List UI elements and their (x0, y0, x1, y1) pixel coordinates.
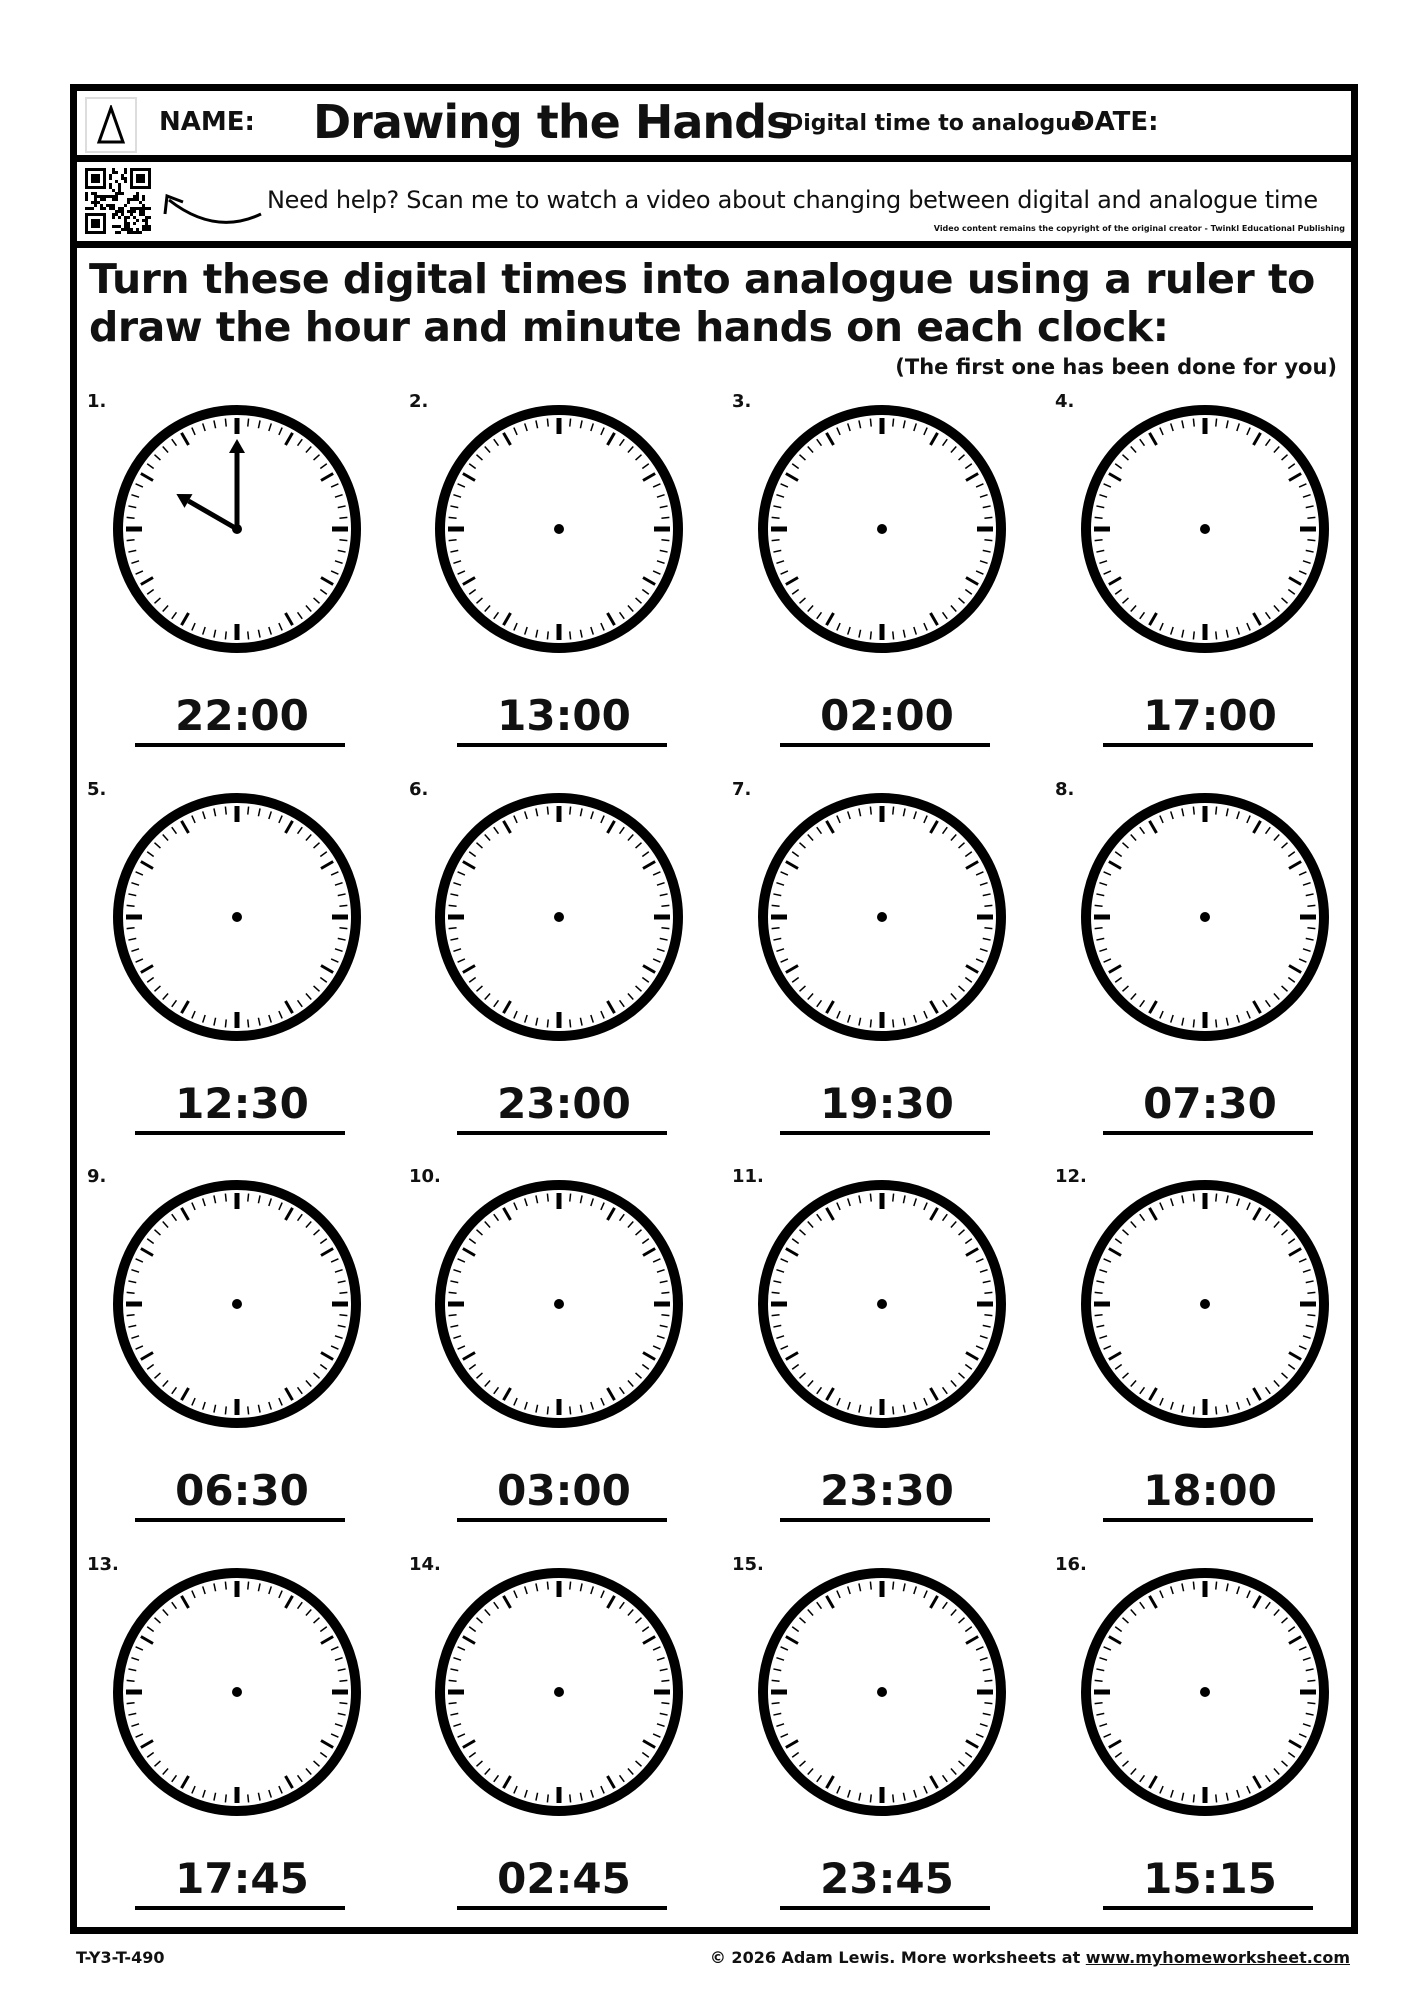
tick-mark (225, 631, 226, 639)
tick-mark (1193, 419, 1194, 427)
tick-mark (547, 1406, 548, 1414)
clock-face[interactable] (752, 1174, 1012, 1434)
tick-mark (1193, 1794, 1194, 1802)
tick-mark (870, 807, 871, 815)
tick-mark (570, 631, 571, 639)
tick-mark (661, 1315, 669, 1316)
tick-mark (225, 1019, 226, 1027)
clock-item (1055, 1554, 1355, 1934)
tick-mark (984, 1315, 992, 1316)
tick-mark (772, 905, 780, 906)
tick-mark (984, 517, 992, 518)
tick-mark (1095, 905, 1103, 906)
center-dot (1200, 524, 1210, 534)
digital-time: 18:00 (1143, 1466, 1277, 1515)
instructions: Turn these digital times into analogue using a ruler to draw the hour and minute hands on each clock: (89, 255, 1315, 351)
clock-number: 5. (87, 779, 107, 800)
worksheet-frame (70, 84, 1358, 1934)
tick-mark (1095, 928, 1103, 929)
clock-face[interactable] (429, 787, 689, 1047)
tick-mark (449, 1680, 457, 1681)
center-dot (232, 912, 242, 922)
tick-mark (225, 1582, 226, 1590)
tick-mark (339, 1315, 347, 1316)
clock-face[interactable] (429, 1562, 689, 1822)
tick-mark (339, 540, 347, 541)
answer-underline (135, 1131, 345, 1135)
clock-item (732, 1554, 1032, 1934)
answer-underline (457, 1131, 667, 1135)
tick-mark (547, 807, 548, 815)
tick-mark (248, 1582, 249, 1590)
footer-credit (710, 1948, 1350, 1967)
answer-underline (457, 743, 667, 747)
tick-mark (449, 905, 457, 906)
clock-item (732, 391, 1032, 771)
tick-mark (772, 1680, 780, 1681)
tick-mark (449, 517, 457, 518)
tick-mark (1193, 631, 1194, 639)
clock-number: 12. (1055, 1166, 1087, 1187)
tick-mark (1095, 517, 1103, 518)
center-dot (1200, 1687, 1210, 1697)
answer-underline (1103, 1906, 1313, 1910)
clock-face[interactable] (107, 787, 367, 1047)
tick-mark (547, 1019, 548, 1027)
page-subtitle: Digital time to analogue (785, 111, 1086, 136)
answer-underline (135, 743, 345, 747)
header-row (77, 91, 1351, 162)
digital-time: 23:30 (820, 1466, 954, 1515)
page-title: Drawing the Hands (313, 95, 793, 149)
digital-time: 23:00 (497, 1079, 631, 1128)
tick-mark (1216, 1019, 1217, 1027)
worksheet-code: T-Y3-T-490 (76, 1948, 165, 1967)
clock-item (732, 1166, 1032, 1546)
clock-number: 4. (1055, 391, 1075, 412)
tick-mark (661, 1292, 669, 1293)
answer-underline (135, 1906, 345, 1910)
tick-mark (870, 1406, 871, 1414)
tick-mark (127, 928, 135, 929)
tick-mark (893, 1406, 894, 1414)
digital-time: 12:30 (175, 1079, 309, 1128)
tick-mark (1193, 1406, 1194, 1414)
tick-mark (1193, 1194, 1194, 1202)
clock-item (1055, 1166, 1355, 1546)
center-dot (877, 524, 887, 534)
clock-item (87, 391, 387, 771)
help-row (77, 162, 1351, 248)
tick-mark (870, 1794, 871, 1802)
tick-mark (248, 1406, 249, 1414)
website-link[interactable]: www.myhomeworksheet.com (1085, 1948, 1350, 1967)
center-dot (232, 1687, 242, 1697)
tick-mark (1307, 928, 1315, 929)
tick-mark (127, 517, 135, 518)
answer-underline (457, 1518, 667, 1522)
tick-mark (570, 419, 571, 427)
center-dot (232, 1299, 242, 1309)
clock-number: 6. (409, 779, 429, 800)
tick-mark (1095, 1315, 1103, 1316)
tick-mark (984, 928, 992, 929)
tick-mark (1216, 1194, 1217, 1202)
clock-number: 3. (732, 391, 752, 412)
tick-mark (127, 1315, 135, 1316)
tick-mark (127, 540, 135, 541)
digital-time: 13:00 (497, 691, 631, 740)
tick-mark (1193, 807, 1194, 815)
tick-mark (449, 928, 457, 929)
clock-face[interactable] (429, 399, 689, 659)
tick-mark (1216, 807, 1217, 815)
clock-number: 11. (732, 1166, 764, 1187)
clock-number: 15. (732, 1554, 764, 1575)
answer-underline (457, 1906, 667, 1910)
tick-mark (1193, 1019, 1194, 1027)
name-label: NAME: (159, 107, 255, 137)
tick-mark (339, 1292, 347, 1293)
center-dot (877, 1687, 887, 1697)
tick-mark (870, 631, 871, 639)
tick-mark (1095, 1292, 1103, 1293)
tick-mark (661, 517, 669, 518)
answer-underline (780, 1518, 990, 1522)
clock-face[interactable] (1075, 1562, 1335, 1822)
center-dot (554, 1687, 564, 1697)
digital-time: 15:15 (1143, 1854, 1277, 1903)
tick-mark (661, 540, 669, 541)
tick-mark (339, 1680, 347, 1681)
clock-face[interactable] (429, 1174, 689, 1434)
tick-mark (248, 1019, 249, 1027)
clock-face[interactable] (1075, 399, 1335, 659)
tick-mark (248, 807, 249, 815)
digital-time: 06:30 (175, 1466, 309, 1515)
instructions-note: (The first one has been done for you) (895, 355, 1337, 379)
digital-time: 03:00 (497, 1466, 631, 1515)
tick-mark (449, 540, 457, 541)
tick-mark (1216, 1582, 1217, 1590)
tick-mark (772, 1703, 780, 1704)
tick-mark (248, 1194, 249, 1202)
clock-item (1055, 779, 1355, 1159)
center-dot (554, 1299, 564, 1309)
logo-icon (85, 97, 137, 153)
tick-mark (127, 905, 135, 906)
digital-time: 02:45 (497, 1854, 631, 1903)
answer-underline (1103, 743, 1313, 747)
digital-time: 02:00 (820, 691, 954, 740)
tick-mark (772, 1315, 780, 1316)
tick-mark (1216, 419, 1217, 427)
tick-mark (870, 419, 871, 427)
clock-face[interactable] (752, 1562, 1012, 1822)
copyright-note: Video content remains the copyright of the original creator - Twinkl Educational Publishing (933, 224, 1345, 233)
digital-time: 07:30 (1143, 1079, 1277, 1128)
tick-mark (984, 1680, 992, 1681)
date-label: DATE: (1073, 107, 1159, 137)
clock-item (732, 779, 1032, 1159)
tick-mark (1216, 631, 1217, 639)
clock-item (1055, 391, 1355, 771)
tick-mark (1307, 517, 1315, 518)
clock-number: 13. (87, 1554, 119, 1575)
tick-mark (772, 928, 780, 929)
tick-mark (984, 1703, 992, 1704)
center-dot (1200, 912, 1210, 922)
tick-mark (1307, 1315, 1315, 1316)
digital-time: 17:45 (175, 1854, 309, 1903)
tick-mark (339, 517, 347, 518)
tick-mark (547, 1582, 548, 1590)
tick-mark (893, 807, 894, 815)
clock-number: 9. (87, 1166, 107, 1187)
answer-underline (1103, 1518, 1313, 1522)
tick-mark (1193, 1582, 1194, 1590)
tick-mark (1095, 1703, 1103, 1704)
tick-mark (984, 540, 992, 541)
digital-time: 19:30 (820, 1079, 954, 1128)
credit-text: © 2026 Adam Lewis. More worksheets at (709, 1948, 1086, 1967)
clock-item (409, 1166, 709, 1546)
tick-mark (248, 419, 249, 427)
tick-mark (570, 1019, 571, 1027)
tick-mark (1216, 1794, 1217, 1802)
tick-mark (570, 1406, 571, 1414)
center-dot (232, 524, 242, 534)
tick-mark (1307, 1680, 1315, 1681)
tick-mark (570, 1794, 571, 1802)
tick-mark (449, 1292, 457, 1293)
clock-number: 8. (1055, 779, 1075, 800)
clock-item (409, 779, 709, 1159)
tick-mark (547, 631, 548, 639)
tick-mark (1307, 540, 1315, 541)
tick-mark (661, 928, 669, 929)
tick-mark (248, 1794, 249, 1802)
tick-mark (661, 905, 669, 906)
tick-mark (984, 1292, 992, 1293)
center-dot (554, 524, 564, 534)
tick-mark (570, 1194, 571, 1202)
answer-underline (1103, 1131, 1313, 1135)
clock-item (409, 391, 709, 771)
tick-mark (772, 1292, 780, 1293)
tick-mark (339, 1703, 347, 1704)
tick-mark (893, 1194, 894, 1202)
tick-mark (547, 1194, 548, 1202)
tick-mark (772, 517, 780, 518)
tick-mark (339, 928, 347, 929)
clock-face[interactable] (107, 1562, 367, 1822)
clock-number: 2. (409, 391, 429, 412)
tick-mark (449, 1315, 457, 1316)
tick-mark (893, 1019, 894, 1027)
clock-item (409, 1554, 709, 1934)
answer-underline (780, 1131, 990, 1135)
tick-mark (127, 1703, 135, 1704)
tick-mark (1216, 1406, 1217, 1414)
answer-underline (780, 743, 990, 747)
tick-mark (661, 1703, 669, 1704)
tick-mark (870, 1582, 871, 1590)
tick-mark (984, 905, 992, 906)
tick-mark (225, 1406, 226, 1414)
help-text: Need help? Scan me to watch a video about changing between digital and analogue time (267, 186, 1318, 214)
clock-number: 7. (732, 779, 752, 800)
answer-underline (780, 1906, 990, 1910)
clock-face[interactable] (752, 787, 1012, 1047)
tick-mark (1307, 1703, 1315, 1704)
curved-arrow-icon (155, 192, 265, 232)
tick-mark (1095, 540, 1103, 541)
clock-item (87, 1554, 387, 1934)
tick-mark (893, 1582, 894, 1590)
tick-mark (570, 1582, 571, 1590)
tick-mark (870, 1019, 871, 1027)
tick-mark (661, 1680, 669, 1681)
clock-number: 10. (409, 1166, 441, 1187)
center-dot (877, 1299, 887, 1309)
tick-mark (248, 631, 249, 639)
qr-code-icon[interactable] (85, 168, 151, 234)
tick-mark (547, 419, 548, 427)
clock-item (87, 779, 387, 1159)
center-dot (554, 912, 564, 922)
tick-mark (1095, 1680, 1103, 1681)
tick-mark (127, 1292, 135, 1293)
tick-mark (870, 1194, 871, 1202)
answer-underline (135, 1518, 345, 1522)
clock-number: 14. (409, 1554, 441, 1575)
tick-mark (225, 1794, 226, 1802)
tick-mark (449, 1703, 457, 1704)
tick-mark (225, 419, 226, 427)
tick-mark (893, 1794, 894, 1802)
tick-mark (570, 807, 571, 815)
center-dot (877, 912, 887, 922)
digital-time: 17:00 (1143, 691, 1277, 740)
tick-mark (1307, 1292, 1315, 1293)
tick-mark (547, 1794, 548, 1802)
clock-face[interactable] (752, 399, 1012, 659)
tick-mark (1307, 905, 1315, 906)
clock-face[interactable] (1075, 787, 1335, 1047)
clock-number: 16. (1055, 1554, 1087, 1575)
tick-mark (893, 419, 894, 427)
tick-mark (225, 807, 226, 815)
tick-mark (225, 1194, 226, 1202)
clock-number: 1. (87, 391, 107, 412)
tick-mark (339, 905, 347, 906)
tick-mark (772, 540, 780, 541)
clock-face[interactable] (107, 1174, 367, 1434)
digital-time: 22:00 (175, 691, 309, 740)
tick-mark (893, 631, 894, 639)
center-dot (1200, 1299, 1210, 1309)
clock-face[interactable] (107, 399, 367, 659)
clock-face[interactable] (1075, 1174, 1335, 1434)
clock-item (87, 1166, 387, 1546)
tick-mark (127, 1680, 135, 1681)
digital-time: 23:45 (820, 1854, 954, 1903)
